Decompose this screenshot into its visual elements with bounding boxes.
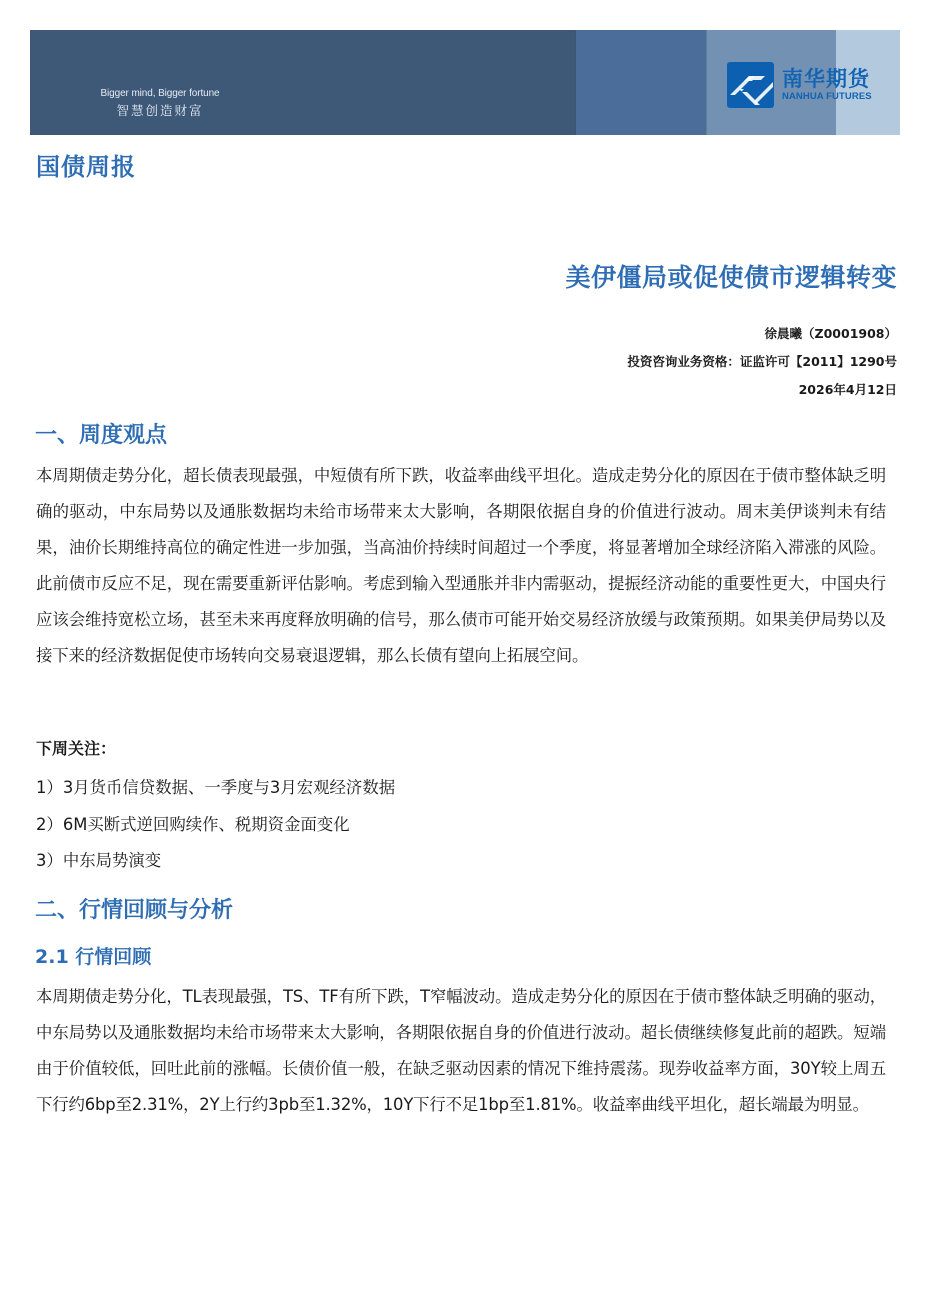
banner-band-dark	[30, 30, 575, 135]
nanhua-logo-icon	[727, 62, 774, 108]
subsection-heading-market-recap: 2.1 行情回顾	[35, 946, 152, 968]
nanhua-logo-text	[782, 67, 872, 103]
report-meta	[627, 320, 897, 404]
focus-item: 3）中东局势演变	[36, 851, 162, 870]
author: 徐晨曦（Z0001908）	[764, 326, 897, 341]
slogan-chinese: 智慧创造财富	[116, 103, 204, 118]
logo-chinese-name: 南华期货	[782, 67, 870, 91]
weekly-view-paragraph: 本周期债走势分化，超长债表现最强，中短债有所下跌，收益率曲线平坦化。造成走势分化的原因在于债市整体缺乏明确的驱动，中东局势以及通胀数据均未给市场带来太大影响，各期限依据自身的价值进行波动。周末美伊谈判未有结果，油价长期维持高位的确定性进一步加强，当高油价持续时间超过一个季度，将显著增加全球经济陷入滞涨的风险。此前债市反应不足，现在需要重新评估影响。考虑到输入型通胀并非内需驱动，提振经济动能的重要性更大，中国央行应该会维持宽松立场，甚至未来再度释放明确的信号，那么债市可能开始交易经济放缓与政策预期。如果美伊局势以及接下来的经济数据促使市场转向交易衰退逻辑，那么长债有望向上拓展空间。	[36, 466, 886, 665]
report-type: 国债周报	[36, 153, 136, 181]
section-heading-weekly-view: 一、周度观点	[35, 423, 168, 448]
banner-band-mid	[575, 30, 706, 135]
market-recap-paragraph: 本周期债走势分化，TL表现最强，TS、TF有所下跌，T窄幅波动。造成走势分化的原因在于债市整体缺乏明确的驱动，中东局势以及通胀数据均未给市场带来太大影响，各期限依据自身的价值进行波动。超长债继续修复此前的超跌。短端由于价值较低，回吐此前的涨幅。长债价值一般，在缺乏驱动因素的情况下维持震荡。现券收益率方面，30Y较上周五下行约6bp至2.31%，2Y上行约3pb至1.32%，10Y下行不足1bp至1.81%。收益率曲线平坦化，超长端最为明显。	[36, 987, 886, 1114]
logo-english-name: NANHUA FUTURES	[782, 91, 872, 102]
next-week-focus-list	[36, 770, 395, 880]
next-week-focus-label: 下周关注：	[36, 739, 117, 758]
focus-item: 1）3月货币信贷数据、一季度与3月宏观经济数据	[36, 778, 396, 797]
slogan	[90, 87, 230, 120]
slogan-english: Bigger mind, Bigger fortune	[100, 88, 220, 99]
nanhua-logo	[727, 62, 872, 108]
qualification: 投资咨询业务资格：证监许可【2011】1290号	[627, 354, 897, 369]
report-date: 2026年4月12日	[798, 382, 897, 397]
report-title: 美伊僵局或促使债市逻辑转变	[565, 263, 897, 292]
focus-item: 2）6M买断式逆回购续作、税期资金面变化	[36, 814, 350, 834]
section-heading-market-review: 二、行情回顾与分析	[35, 898, 234, 923]
